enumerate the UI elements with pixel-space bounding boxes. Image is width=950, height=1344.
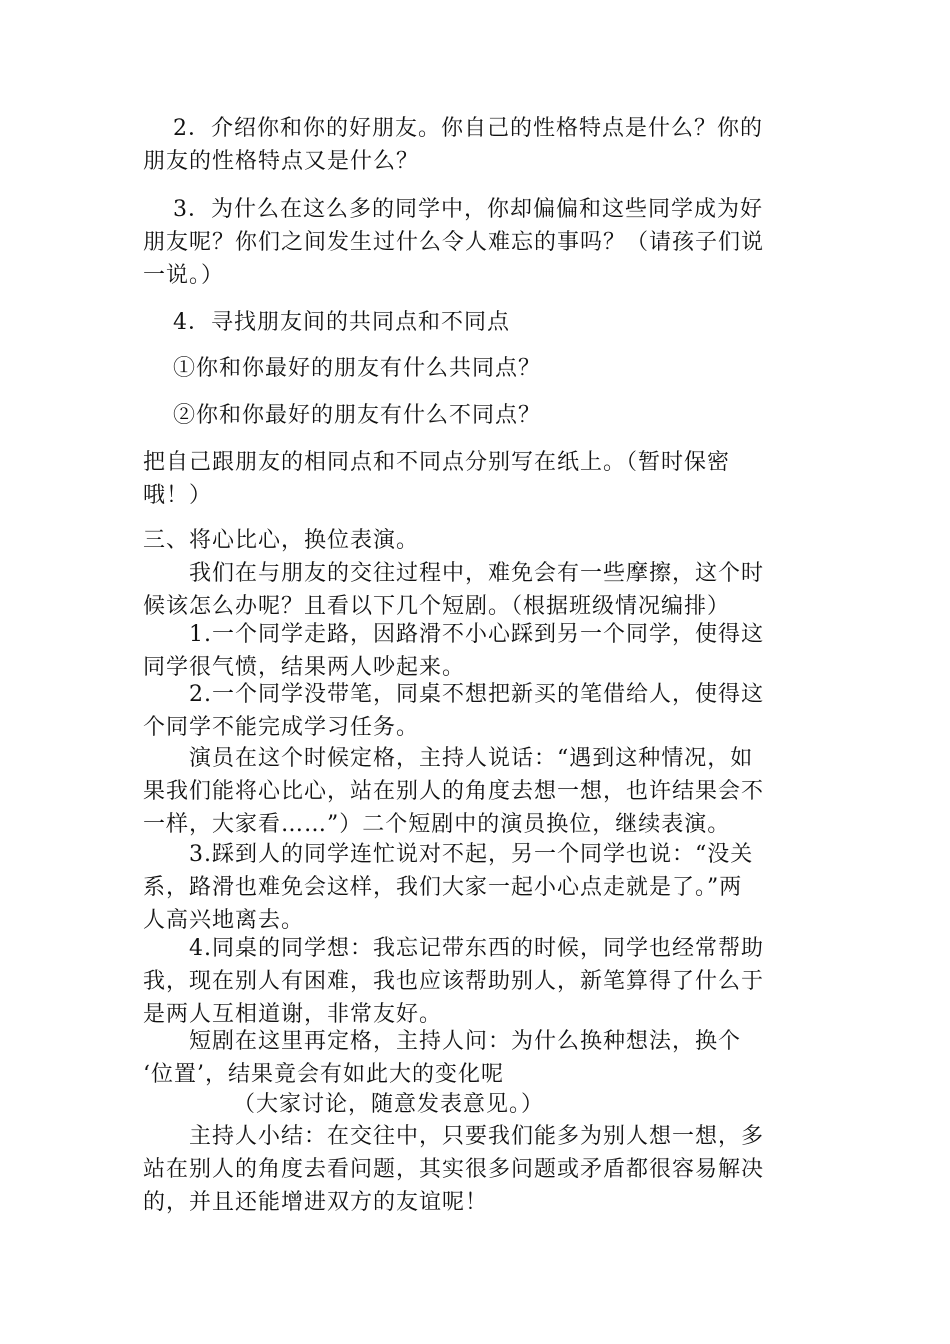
write-down-instruction [143, 446, 795, 512]
skit-4 [143, 932, 795, 1031]
question-4-item-2 [143, 399, 795, 432]
text-line: 哦！） [143, 483, 213, 508]
text-line: 果我们能将心比心，站在别人的角度去想一想，也许结果会不 [143, 779, 765, 804]
text-line: 2.一个同学没带笔，同桌不想把新买的笔借给人，使得这 [189, 682, 764, 707]
text-line: 是两人互相道谢，非常友好。 [143, 1002, 443, 1027]
text-line: ①你和你最好的朋友有什么共同点？ [173, 356, 542, 381]
skit-1 [143, 618, 795, 684]
text-line: 主持人小结：在交往中，只要我们能多为别人想一想，多 [189, 1124, 765, 1149]
text-line: 4．寻找朋友间的共同点和不同点 [173, 310, 510, 335]
text-line: 个同学不能完成学习任务。 [143, 715, 420, 740]
text-line: 系，路滑也难免会这样，我们大家一起小心点走就是了。”两 [143, 875, 743, 900]
text-line: 1.一个同学走路，因路滑不小心踩到另一个同学，使得这 [189, 622, 764, 647]
host-remark [143, 742, 795, 841]
question-4 [143, 306, 795, 339]
discussion-note [143, 1088, 795, 1121]
question-4-item-1 [143, 352, 795, 385]
text-line: 站在别人的角度去看问题，其实很多问题或矛盾都很容易解决 [143, 1157, 765, 1182]
text-line: ②你和你最好的朋友有什么不同点？ [173, 403, 542, 428]
question-3 [143, 193, 795, 292]
text-line: 一说。） [143, 263, 225, 288]
text-line: 候该怎么办呢？且看以下几个短剧。（根据班级情况编排） [143, 594, 731, 619]
text-line: 2．介绍你和你的好朋友。你自己的性格特点是什么？你的 [173, 116, 763, 141]
skit-3 [143, 838, 795, 937]
text-line: 我，现在别人有困难，我也应该帮助别人，新笔算得了什么于 [143, 969, 765, 994]
text-line: 3．为什么在这么多的同学中，你却偏偏和这些同学成为好 [173, 197, 763, 222]
text-line: 3.踩到人的同学连忙说对不起，另一个同学也说：“没关 [189, 842, 754, 867]
text-line: 我们在与朋友的交往过程中，难免会有一些摩擦，这个时 [189, 561, 765, 586]
freeze-question [143, 1025, 795, 1091]
question-2 [143, 112, 795, 178]
text-line: 4.同桌的同学想：我忘记带东西的时候，同学也经常帮助 [189, 936, 764, 961]
text-line: 一样，大家看……”）二个短剧中的演员换位，继续表演。 [143, 812, 731, 837]
text-line: 朋友的性格特点又是什么？ [143, 149, 420, 174]
text-line: 朋友呢？你们之间发生过什么令人难忘的事吗？（请孩子们说 [143, 230, 765, 255]
text-line: 三、将心比心，换位表演。 [143, 528, 420, 553]
text-line: 同学很气愤，结果两人吵起来。 [143, 655, 466, 680]
host-summary [143, 1120, 795, 1219]
text-line: （大家讨论，随意发表意见。） [233, 1092, 545, 1117]
text-line: 演员在这个时候定格，主持人说话：“遇到这种情况，如 [189, 746, 754, 771]
skit-2 [143, 678, 795, 744]
text-line: 人高兴地离去。 [143, 908, 305, 933]
section-3-heading [143, 524, 795, 557]
text-line: ‘位置’，结果竟会有如此大的变化呢 [143, 1062, 504, 1087]
section-3-intro [143, 557, 795, 623]
text-line: 把自己跟朋友的相同点和不同点分别写在纸上。（暂时保密 [143, 450, 731, 475]
text-line: 短剧在这里再定格，主持人问：为什么换种想法，换个 [189, 1029, 742, 1054]
text-line: 的，并且还能增进双方的友谊呢！ [143, 1190, 489, 1215]
